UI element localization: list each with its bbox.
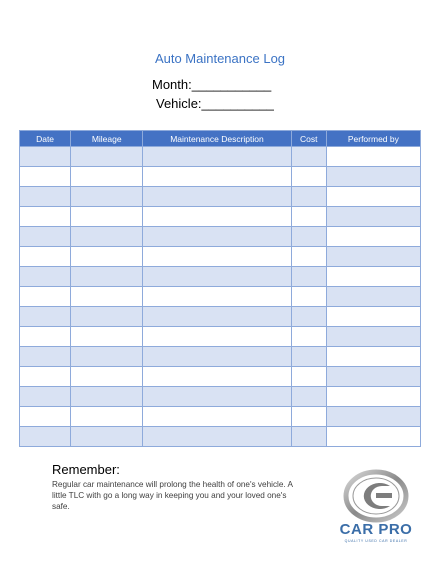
table-cell[interactable]	[326, 287, 420, 307]
column-header-performed-by: Performed by	[326, 131, 420, 147]
table-cell[interactable]	[291, 267, 326, 287]
table-cell[interactable]	[71, 187, 143, 207]
remember-heading: Remember:	[52, 462, 120, 477]
table-cell[interactable]	[71, 307, 143, 327]
table-cell[interactable]	[20, 287, 71, 307]
vehicle-field[interactable]	[156, 96, 274, 111]
table-cell[interactable]	[71, 387, 143, 407]
vehicle-label: Vehicle:	[156, 96, 202, 111]
vehicle-blank: __________	[201, 96, 274, 111]
table-cell[interactable]	[326, 387, 420, 407]
table-cell[interactable]	[20, 207, 71, 227]
table-cell[interactable]	[20, 427, 71, 447]
table-cell[interactable]	[326, 267, 420, 287]
table-cell[interactable]	[20, 307, 71, 327]
car-pro-logo-icon	[336, 468, 416, 558]
table-cell[interactable]	[71, 267, 143, 287]
table-cell[interactable]	[326, 327, 420, 347]
table-cell[interactable]	[71, 167, 143, 187]
month-blank: ___________	[191, 77, 272, 92]
table-cell[interactable]	[71, 227, 143, 247]
table-cell[interactable]	[143, 167, 291, 187]
table-body	[20, 147, 421, 447]
table-cell[interactable]	[20, 267, 71, 287]
table-row	[20, 367, 421, 387]
table-row	[20, 407, 421, 427]
table-row	[20, 267, 421, 287]
table-cell[interactable]	[291, 327, 326, 347]
table-cell[interactable]	[71, 367, 143, 387]
document-title: Auto Maintenance Log	[154, 51, 286, 66]
table-row	[20, 207, 421, 227]
table-cell[interactable]	[326, 347, 420, 367]
table-cell[interactable]	[291, 427, 326, 447]
table-cell[interactable]	[143, 207, 291, 227]
table-cell[interactable]	[143, 367, 291, 387]
table-cell[interactable]	[291, 167, 326, 187]
table-cell[interactable]	[143, 287, 291, 307]
table-cell[interactable]	[71, 287, 143, 307]
table-cell[interactable]	[20, 347, 71, 367]
table-row	[20, 387, 421, 407]
table-cell[interactable]	[291, 307, 326, 327]
table-cell[interactable]	[20, 227, 71, 247]
table-row	[20, 327, 421, 347]
table-cell[interactable]	[71, 347, 143, 367]
logo-name: CAR PRO	[339, 521, 413, 538]
month-label: Month:	[152, 77, 192, 92]
table-cell[interactable]	[71, 207, 143, 227]
table-cell[interactable]	[20, 167, 71, 187]
table-row	[20, 307, 421, 327]
table-cell[interactable]	[143, 227, 291, 247]
table-cell[interactable]	[326, 207, 420, 227]
month-field[interactable]	[152, 77, 271, 92]
table-cell[interactable]	[326, 187, 420, 207]
table-cell[interactable]	[291, 147, 326, 167]
table-cell[interactable]	[20, 367, 71, 387]
table-cell[interactable]	[291, 287, 326, 307]
table-cell[interactable]	[291, 207, 326, 227]
table-cell[interactable]	[291, 367, 326, 387]
table-cell[interactable]	[291, 347, 326, 367]
table-row	[20, 247, 421, 267]
table-cell[interactable]	[20, 407, 71, 427]
table-cell[interactable]	[20, 187, 71, 207]
table-header-row	[20, 131, 421, 147]
table-cell[interactable]	[291, 227, 326, 247]
column-header-description: Maintenance Description	[143, 131, 291, 147]
table-cell[interactable]	[326, 427, 420, 447]
table-cell[interactable]	[326, 167, 420, 187]
column-header-cost: Cost	[291, 131, 326, 147]
table-cell[interactable]	[291, 387, 326, 407]
table-cell[interactable]	[143, 387, 291, 407]
column-header-date: Date	[20, 131, 71, 147]
table-row	[20, 287, 421, 307]
table-cell[interactable]	[20, 327, 71, 347]
table-row	[20, 147, 421, 167]
table-cell[interactable]	[326, 227, 420, 247]
table-row	[20, 187, 421, 207]
table-cell[interactable]	[326, 247, 420, 267]
table-cell[interactable]	[143, 407, 291, 427]
table-cell[interactable]	[143, 147, 291, 167]
table-row	[20, 427, 421, 447]
table-cell[interactable]	[291, 187, 326, 207]
table-cell[interactable]	[326, 407, 420, 427]
table-cell[interactable]	[20, 247, 71, 267]
table-cell[interactable]	[291, 407, 326, 427]
table-cell[interactable]	[143, 187, 291, 207]
table-cell[interactable]	[143, 307, 291, 327]
table-row	[20, 347, 421, 367]
remember-note: Regular car maintenance will prolong the health of one's vehicle. A little TLC with go a long way in keeping you and your loved one's safe.	[52, 480, 293, 511]
table-cell[interactable]	[71, 327, 143, 347]
table-cell[interactable]	[71, 147, 143, 167]
table-cell[interactable]	[20, 387, 71, 407]
table-cell[interactable]	[326, 367, 420, 387]
column-header-mileage: Mileage	[71, 131, 143, 147]
table-row	[20, 227, 421, 247]
table-cell[interactable]	[71, 407, 143, 427]
table-cell[interactable]	[143, 327, 291, 347]
table-cell[interactable]	[71, 427, 143, 447]
table-cell[interactable]	[143, 427, 291, 447]
maintenance-log-table	[19, 130, 421, 447]
table-cell[interactable]	[326, 307, 420, 327]
table-row	[20, 167, 421, 187]
table-cell[interactable]	[143, 267, 291, 287]
table-cell[interactable]	[143, 347, 291, 367]
table-cell[interactable]	[71, 247, 143, 267]
table-cell[interactable]	[291, 247, 326, 267]
table-cell[interactable]	[20, 147, 71, 167]
table-cell[interactable]	[143, 247, 291, 267]
logo-tagline: QUALITY USED CAR DEALER	[344, 539, 408, 543]
table-cell[interactable]	[326, 147, 420, 167]
